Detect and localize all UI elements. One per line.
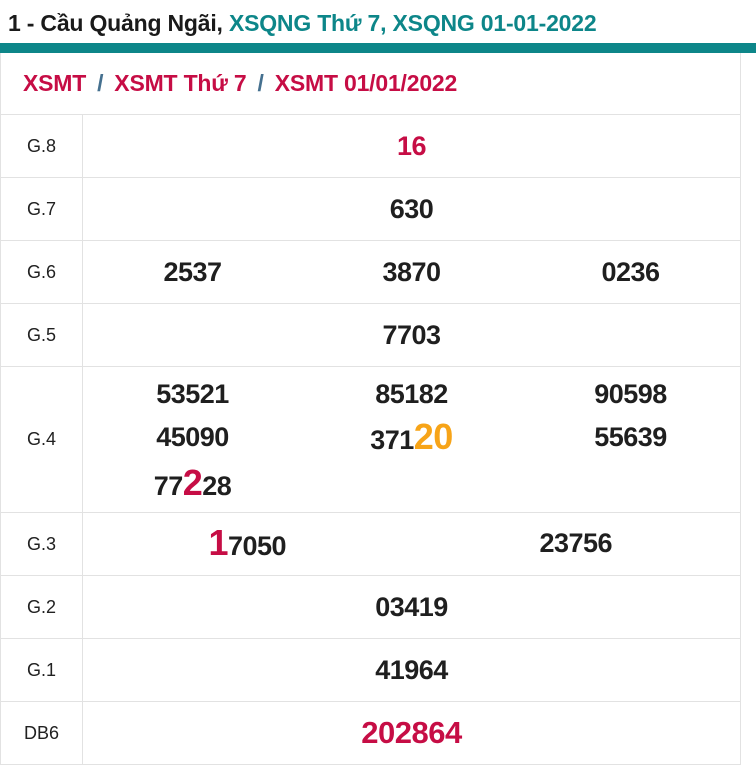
breadcrumb-date-link[interactable]: XSMT 01/01/2022: [274, 70, 458, 96]
prize-label: DB6: [1, 702, 83, 764]
prize-number: [375, 587, 448, 627]
prize-row-g1: [1, 639, 740, 702]
prize-label: G.1: [1, 639, 83, 701]
prize-label: G.7: [1, 178, 83, 240]
prize-digit: 7050: [227, 530, 287, 561]
prize-digit: 28: [202, 470, 232, 501]
prize-label: G.5: [1, 304, 83, 366]
breadcrumb-separator: /: [97, 70, 104, 96]
prize-digit: 3870: [382, 257, 441, 287]
prize-number: [156, 374, 229, 414]
prize-number: [208, 523, 286, 566]
prize-number: [382, 315, 440, 355]
prize-digit: 0236: [601, 257, 660, 287]
prize-number: [594, 417, 667, 460]
prize-digit: 630: [389, 194, 434, 224]
prize-digit: 03419: [375, 592, 448, 622]
prize-row-g7: [1, 178, 740, 241]
prize-row-g2: [1, 576, 740, 639]
results-board: [0, 53, 741, 765]
prize-row-g3: [1, 513, 740, 576]
prize-label: G.4: [1, 367, 83, 512]
prize-label: G.2: [1, 576, 83, 638]
prize-values: [83, 304, 740, 366]
prize-values: [83, 241, 740, 303]
prize-values: [83, 513, 740, 575]
prize-digit: 45090: [156, 421, 229, 452]
prize-row-g8: [1, 115, 740, 178]
prize-label: G.6: [1, 241, 83, 303]
prize-number: [375, 650, 448, 690]
prize-digit: 77: [153, 470, 183, 501]
breadcrumb-day-link[interactable]: XSMT Thứ 7: [114, 70, 247, 96]
prize-digit-highlight: 16: [396, 131, 427, 161]
prize-digit: 90598: [594, 378, 667, 409]
prize-digit: 41964: [375, 655, 448, 685]
page-title-plain: 1 - Cầu Quảng Ngãi,: [8, 10, 223, 36]
prize-values: [83, 178, 740, 240]
page-title-date-link[interactable]: XSQNG 01-01-2022: [392, 10, 597, 36]
prize-table: [1, 115, 740, 765]
prize-number: [163, 252, 221, 292]
prize-row-g6: [1, 241, 740, 304]
page-title-day-link[interactable]: XSQNG Thứ 7,: [228, 10, 387, 36]
prize-digit-highlight: 2: [182, 461, 203, 503]
prize-number: [382, 252, 440, 292]
prize-digit-highlight: 1: [208, 521, 228, 563]
prize-number: [154, 463, 232, 506]
prize-number: [601, 252, 659, 292]
prize-row-g5: [1, 304, 740, 367]
prize-label: G.8: [1, 115, 83, 177]
prize-values: [83, 576, 740, 638]
page-title: [0, 0, 756, 43]
prize-digit-highlight: 20: [413, 415, 453, 457]
prize-number: [397, 126, 426, 166]
breadcrumb-separator: /: [257, 70, 264, 96]
prize-row-db6: [1, 702, 740, 765]
prize-number: [539, 523, 612, 566]
teal-divider-bar: [0, 43, 756, 53]
prize-digit: 7703: [382, 320, 441, 350]
prize-digit: 85182: [375, 378, 448, 409]
prize-digit: 371: [370, 424, 414, 455]
prize-number: [370, 417, 453, 460]
breadcrumb-region-link[interactable]: XSMT: [23, 70, 87, 96]
prize-row-g4: [1, 367, 740, 513]
prize-digit: 53521: [156, 378, 229, 409]
prize-number: [375, 374, 448, 414]
prize-digit: 55639: [594, 421, 667, 452]
prize-digit: 23756: [539, 527, 613, 558]
prize-values: [83, 367, 740, 512]
prize-number: [594, 374, 667, 414]
prize-number: [156, 417, 229, 460]
prize-number: [390, 189, 434, 229]
breadcrumb: [1, 53, 740, 115]
prize-values: [83, 115, 740, 177]
prize-values: [83, 639, 740, 701]
prize-values: [83, 702, 740, 764]
prize-digit-highlight: 202864: [361, 715, 462, 750]
prize-number: [361, 713, 461, 753]
prize-label: G.3: [1, 513, 83, 575]
prize-digit: 2537: [163, 257, 222, 287]
